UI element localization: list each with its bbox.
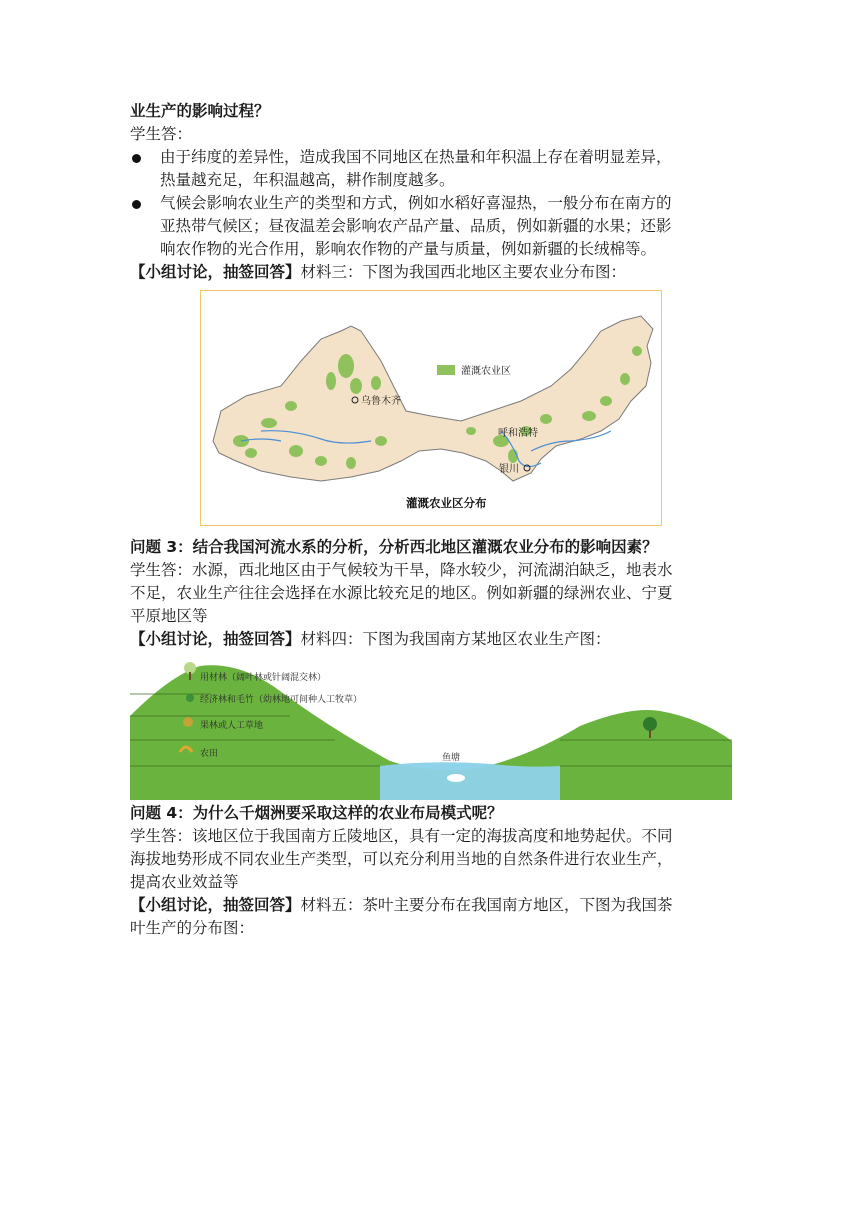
- answer-3-line-c: 平原地区等: [130, 607, 208, 625]
- layer-label-fruit: 果林或人工草地: [200, 721, 264, 731]
- bullet-item-2: [130, 192, 734, 261]
- document-body-3: [130, 802, 734, 940]
- bullet-dot-icon: [132, 200, 141, 209]
- city-label-hohhot: 呼和浩特: [498, 428, 538, 439]
- discussion-3: [130, 261, 734, 284]
- map-svg: [201, 291, 662, 526]
- discussion-5: [130, 894, 734, 917]
- northwest-irrigation-map: [200, 290, 662, 526]
- layer-label-farmland: 农田: [200, 749, 219, 759]
- answer-4-line-a: 学生答：该地区位于我国南方丘陵地区，具有一定的海拔高度和地势起伏。不同: [130, 827, 673, 845]
- discussion-tag: 【小组讨论，抽签回答】: [130, 630, 301, 648]
- bullet-1-line-b: 热量越充足，年积温越高，耕作制度越多。: [160, 171, 455, 189]
- answer-4-line-c: 提高农业效益等: [130, 873, 239, 891]
- legend-swatch: [437, 365, 455, 375]
- document-body: [130, 100, 734, 284]
- layer-label-timber: 用材林（阔叶林或针阔混交林）: [200, 673, 327, 683]
- bullet-2-line-b: 亚热带气候区；昼夜温差会影响农产品产量、品质，例如新疆的水果；还影: [160, 217, 672, 235]
- map-caption: 灌溉农业区分布: [406, 496, 487, 510]
- discussion-4: [130, 628, 734, 651]
- hill-agriculture-diagram: [130, 656, 732, 800]
- question-4: 问题 4：为什么千烟洲要采取这样的农业布局模式呢？: [130, 804, 503, 822]
- bullet-item-1: [130, 146, 734, 192]
- answer-3-line-a: 学生答：水源，西北地区由于气候较为干旱，降水较少，河流湖泊缺乏，地表水: [130, 561, 673, 579]
- question-3: 问题 3：结合我国河流水系的分析，分析西北地区灌溉农业分布的影响因素？: [130, 538, 658, 556]
- document-body-2: [130, 536, 734, 651]
- answer-4-line-b: 海拔地势形成不同农业生产类型，可以充分利用当地的自然条件进行农业生产，: [130, 850, 673, 868]
- fish-icon: [447, 774, 465, 782]
- city-label-yinchuan: 银川: [499, 464, 519, 475]
- tree-icon: [643, 717, 657, 731]
- discussion-text: 材料五：茶叶主要分布在我国南方地区，下图为我国茶: [300, 896, 673, 914]
- bullet-1-line-a: 由于纬度的差异性，造成我国不同地区在热量和年积温上存在着明显差异，: [160, 148, 672, 166]
- pond-label: 鱼塘: [442, 753, 461, 763]
- bullet-2-line-c: 响农作物的光合作用，影响农作物的产量与质量，例如新疆的长绒棉等。: [160, 240, 657, 258]
- discussion-5-line-b: 叶生产的分布图：: [130, 919, 255, 937]
- bamboo-icon: [186, 694, 194, 702]
- layer-label-economic: 经济林和毛竹（幼林地可间种人工牧草）: [200, 695, 363, 705]
- discussion-text: 材料三：下图为我国西北地区主要农业分布图：: [300, 263, 627, 281]
- discussion-text: 材料四：下图为我国南方某地区农业生产图：: [300, 630, 611, 648]
- student-answer-label: 学生答：: [130, 125, 193, 143]
- fruit-tree-icon: [183, 717, 193, 727]
- discussion-tag: 【小组讨论，抽签回答】: [130, 263, 301, 281]
- answer-3-line-b: 不足，农业生产往往会选择在水源比较充足的地区。例如新疆的绿洲农业、宁夏: [130, 584, 673, 602]
- land-region: [213, 316, 653, 481]
- hill-svg: [130, 656, 732, 800]
- question-2-tail: 业生产的影响过程？: [130, 102, 270, 120]
- legend-label: 灌溉农业区: [461, 366, 511, 377]
- bullet-2-line-a: 气候会影响农业生产的类型和方式，例如水稻好喜湿热，一般分布在南方的: [160, 194, 672, 212]
- city-label-urumqi: 乌鲁木齐: [361, 396, 401, 407]
- discussion-tag: 【小组讨论，抽签回答】: [130, 896, 301, 914]
- bullet-dot-icon: [132, 154, 141, 163]
